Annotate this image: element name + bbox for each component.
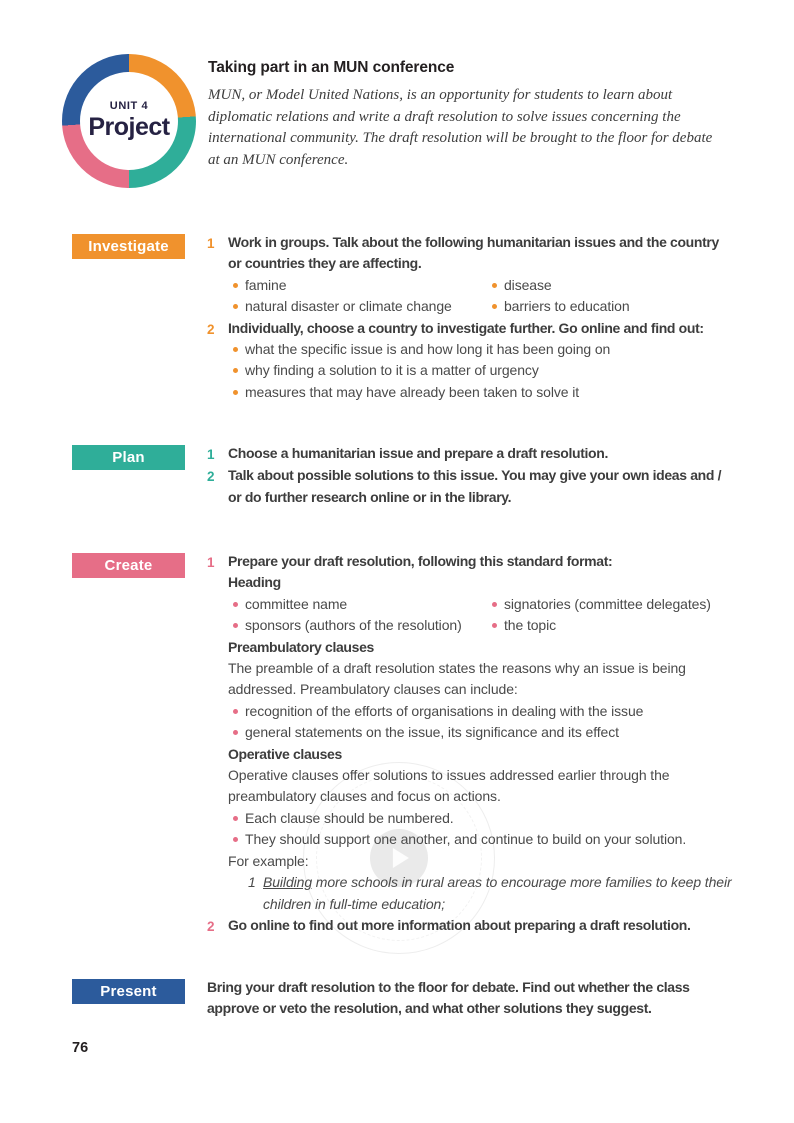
bullet-dot-icon	[492, 283, 497, 288]
bullet-dot-icon	[492, 623, 497, 628]
bullet-dot-icon	[233, 304, 238, 309]
bullet-dot-icon	[233, 709, 238, 714]
example-text: Building more schools in rural areas to encourage more families to keep their children in full-time education;	[263, 874, 732, 912]
list-item	[207, 443, 735, 465]
instruction-text: Prepare your draft resolution, following this standard format:	[228, 553, 613, 569]
underlined-word: Building	[263, 874, 313, 891]
section-label-plan: Plan	[72, 445, 185, 470]
paragraph: Operative clauses offer solutions to issues addressed earlier through the preambulatory clauses and focus on actions.	[228, 767, 670, 805]
list-item	[207, 551, 735, 915]
section-label-present: Present	[72, 979, 185, 1004]
bullet-item: recognition of the efforts of organisations in dealing with the issue	[233, 701, 735, 722]
list-item	[207, 318, 735, 404]
intro-paragraph: MUN, or Model United Nations, is an opportunity for students to learn about diplomatic relations and write a draft resolution to solve issues concerning the international community. The draft resolution will be brought to the floor for debate at an MUN conference.	[208, 87, 713, 168]
bullet-dot-icon	[233, 283, 238, 288]
list-item	[207, 465, 735, 508]
bullet-dot-icon	[233, 837, 238, 842]
page-header	[62, 54, 713, 188]
instruction-text: Choose a humanitarian issue and prepare a draft resolution.	[228, 445, 608, 461]
item-number: 1	[207, 447, 215, 462]
item-number: 2	[207, 469, 215, 485]
bullet-item: barriers to education	[492, 296, 630, 317]
subheading-heading: Heading	[228, 574, 281, 591]
bullet-item: Each clause should be numbered.	[233, 808, 735, 829]
subheading-operative: Operative clauses	[228, 745, 342, 762]
item-number: 1	[207, 555, 215, 570]
instruction-text: Work in groups. Talk about the following humanitarian issues and the country or countries they are affecting.	[228, 234, 719, 272]
bullet-dot-icon	[233, 390, 238, 395]
unit-ring-center	[80, 72, 178, 170]
bullet-item: sponsors (authors of the resolution)	[233, 615, 487, 636]
bullet-item: measures that may have already been taken to solve it	[233, 382, 735, 403]
bullet-row	[228, 594, 735, 615]
section-content	[207, 232, 735, 403]
section-label-create: Create	[72, 553, 185, 578]
item-number: 2	[207, 321, 215, 337]
unit-ring-icon	[62, 54, 196, 188]
unit-name: Project	[88, 113, 170, 141]
item-number: 2	[207, 918, 215, 934]
bullet-dot-icon	[233, 816, 238, 821]
bullet-item: the topic	[492, 615, 556, 636]
item-number: 1	[207, 236, 215, 251]
page-title: Taking part in an MUN conference	[208, 59, 455, 76]
section-investigate	[72, 232, 737, 403]
example-label: For example:	[228, 852, 309, 869]
example-item	[248, 872, 735, 915]
section-present	[72, 977, 737, 1020]
bullet-dot-icon	[233, 623, 238, 628]
bullet-dot-icon	[492, 602, 497, 607]
instruction-text: Individually, choose a country to investigate further. Go online and find out:	[228, 319, 704, 336]
bullet-item: why finding a solution to it is a matter of urgency	[233, 360, 735, 381]
paragraph: The preamble of a draft resolution states the reasons why an issue is being addressed. Preambulatory clauses can include:	[228, 660, 686, 698]
list-item	[207, 232, 735, 318]
instruction-text: Go online to find out more information about preparing a draft resolution.	[228, 916, 691, 933]
bullet-dot-icon	[233, 368, 238, 373]
instruction-text: Talk about possible solutions to this issue. You may give your own ideas and / or do further research online or in the library.	[228, 467, 722, 505]
bullet-item: disease	[492, 275, 552, 296]
bullet-row	[228, 615, 735, 636]
section-content	[207, 443, 735, 508]
unit-label: UNIT 4	[109, 100, 149, 112]
page-number: 76	[72, 1040, 89, 1056]
bullet-item: committee name	[233, 594, 487, 615]
bullet-item: natural disaster or climate change	[233, 296, 487, 317]
bullet-dot-icon	[233, 347, 238, 352]
example-number: 1	[248, 874, 256, 891]
present-text: Bring your draft resolution to the floor for debate. Find out whether the class approve or veto the resolution, and what other solutions they suggest.	[207, 979, 690, 1017]
bullet-item: famine	[233, 275, 487, 296]
bullet-row	[228, 275, 735, 296]
bullet-dot-icon	[233, 730, 238, 735]
bullet-dot-icon	[492, 304, 497, 309]
section-create	[72, 551, 737, 937]
section-content	[207, 977, 735, 1020]
bullet-item: They should support one another, and continue to build on your solution.	[233, 829, 735, 850]
section-content	[207, 551, 735, 937]
bullet-item: what the specific issue is and how long it has been going on	[233, 339, 735, 360]
subheading-preambulatory: Preambulatory clauses	[228, 638, 374, 655]
bullet-item: signatories (committee delegates)	[492, 594, 711, 615]
bullet-dot-icon	[233, 602, 238, 607]
bullet-row	[228, 296, 735, 317]
header-text	[208, 54, 713, 188]
section-plan	[72, 443, 737, 508]
unit-badge	[62, 54, 196, 188]
bullet-item: general statements on the issue, its significance and its effect	[233, 722, 735, 743]
section-label-investigate: Investigate	[72, 234, 185, 259]
list-item	[207, 915, 735, 937]
